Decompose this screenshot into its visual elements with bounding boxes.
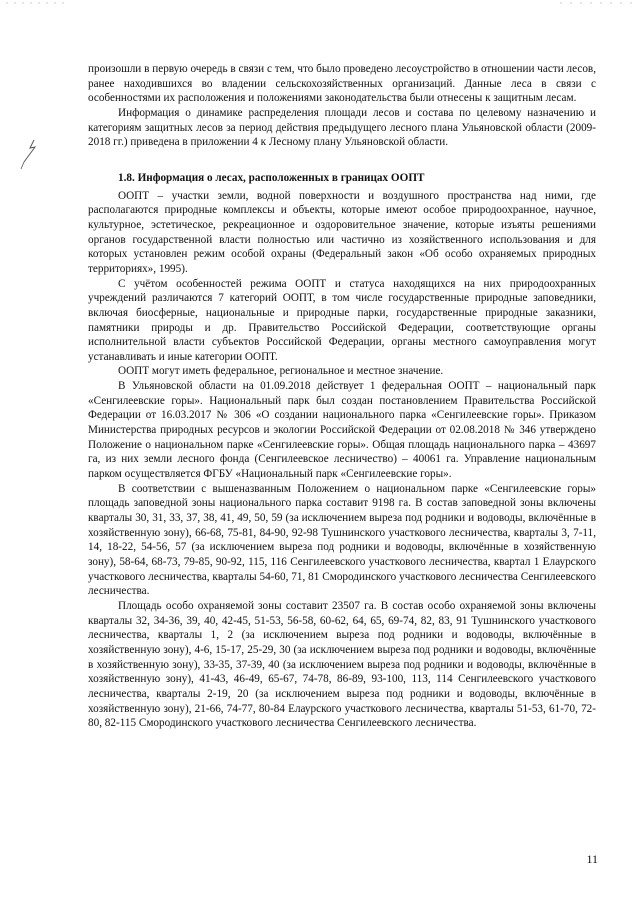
page-body <box>88 62 596 731</box>
ooopt-significance-paragraph: ООПТ могут иметь федеральное, региональное и местное значение. <box>118 365 444 378</box>
margin-pen-mark <box>18 138 40 172</box>
scan-edge-artifact <box>0 0 640 8</box>
protected-zone-paragraph: Площадь особо охраняемой зоны составит 23507 га. В состав особо охраняемой зоны включены кварталы 32, 34-36, 39, 40, 42-45, 51-53, 56-58, 60-62, 64, 65, 69-74, 82, 83, 91 Тушнинского участкового лесничества, кварталы 1, 2 (за исключением выреза под родники и водоводы, включённые в хозяйственную зону), 4-6, 15-17, 25-29, 30 (за исключением выреза под родники и водоводы, включённые в хозяйственную зону), 33-35, 37-39, 40 (за исключением выреза под родники и водоводы, включённые в хозяйственную зону), 41-43, 46-49, 65-67, 74-78, 86-89, 93-100, 113, 114 Сенгилеевского участкового лесничества, кварталы 2-19, 20 (за исключением выреза под родники и водоводы, включённые в хозяйственную зону), 21-66, 74-77, 80-84 Елаурского участкового лесничества, кварталы 51-53, 61-70, 72-80, 82-115 Смородинского участкового лесничества Сенгилеевского лесничества. <box>88 599 596 730</box>
ooopt-definition-paragraph: ООПТ – участки земли, водной поверхности и воздушного пространства над ними, где располагаются природные комплексы и объекты, которые имеют особое природоохранное, научное, культурное, эстетическое, рекреационное и оздоровительное значение, которые изъяты решениями органов государственной власти полностью или частично из хозяйственного использования и для которых установлен режим особой охраны (Федеральный закон «Об особо охраняемых природных территориях», 1995). <box>88 189 596 275</box>
ooopt-categories-paragraph: С учётом особенностей режима ООПТ и статуса находящихся на них природоохранных учреждений различаются 7 категорий ООПТ, в том числе государственные природные заповедники, включая биосферные, национальные и природные парки, государственные природные заказники, памятники природы и др. Правительство Российской Федерации, соответствующие органы исполнительной власти субъектов Российской Федерации, органы местного самоуправления могут устанавливать и иные категории ООПТ. <box>88 277 596 363</box>
section-heading: 1.8. Информация о лесах, расположенных в границах ООПТ <box>118 171 425 184</box>
intro-paragraph-2: Информация о динамике распределения площади лесов и состава по целевому назначению и категориям защитных лесов за период действия предыдущего лесного плана Ульяновской области (2009-2018 гг.) приведена в приложении 4 к Лесному плану Ульяновской области. <box>88 106 596 149</box>
intro-paragraph-1: произошли в первую очередь в связи с тем, что было проведено лесоустройство в отношении части лесов, ранее находившихся во владении сельскохозяйственных организаций. Данные леса в связи с особенностями их расположения и положениями законодательства были отнесены к защитным лесам. <box>88 63 596 105</box>
national-park-paragraph: В Ульяновской области на 01.09.2018 действует 1 федеральная ООПТ – национальный парк «Сенгилеевские горы». Национальный парк был создан постановлением Правительства Российской Федерации от 16.03.2017 № 306 «О создании национального парка «Сенгилеевские горы». Приказом Министерства природных ресурсов и экологии Российской Федерации от 02.08.2018 № 346 утверждено Положение о национальном парке «Сенгилеевские горы». Общая площадь национального парка – 43697 га, из них земли лесного фонда (Сенгилеевское лесничество) – 40061 га. Управление национальным парком осуществляется ФГБУ «Национальный парк «Сенгилеевские горы». <box>88 380 596 481</box>
page-number: 11 <box>586 852 598 866</box>
reserve-zone-paragraph: В соответствии с вышеназванным Положением о национальном парке «Сенгилеевские горы» площадь заповедной зоны национального парка составит 9198 га. В состав заповедной зоны включены кварталы 30, 31, 33, 37, 38, 41, 49, 50, 59 (за исключением выреза под родники и водоводы, включённые в хозяйственную зону), 66-68, 75-81, 84-90, 92-98 Тушнинского участкового лесничества, кварталы 3, 7-11, 14, 18-22, 54-56, 57 (за исключением выреза под родники и водоводы, включённые в хозяйственную зону), 58-64, 68-73, 79-85, 90-92, 115, 116 Сенгилеевского участкового лесничества, квартал 1 Елаурского участкового лесничества, кварталы 54-60, 71, 81 Смородинского участкового лесничества Сенгилеевского лесничества. <box>88 482 596 598</box>
